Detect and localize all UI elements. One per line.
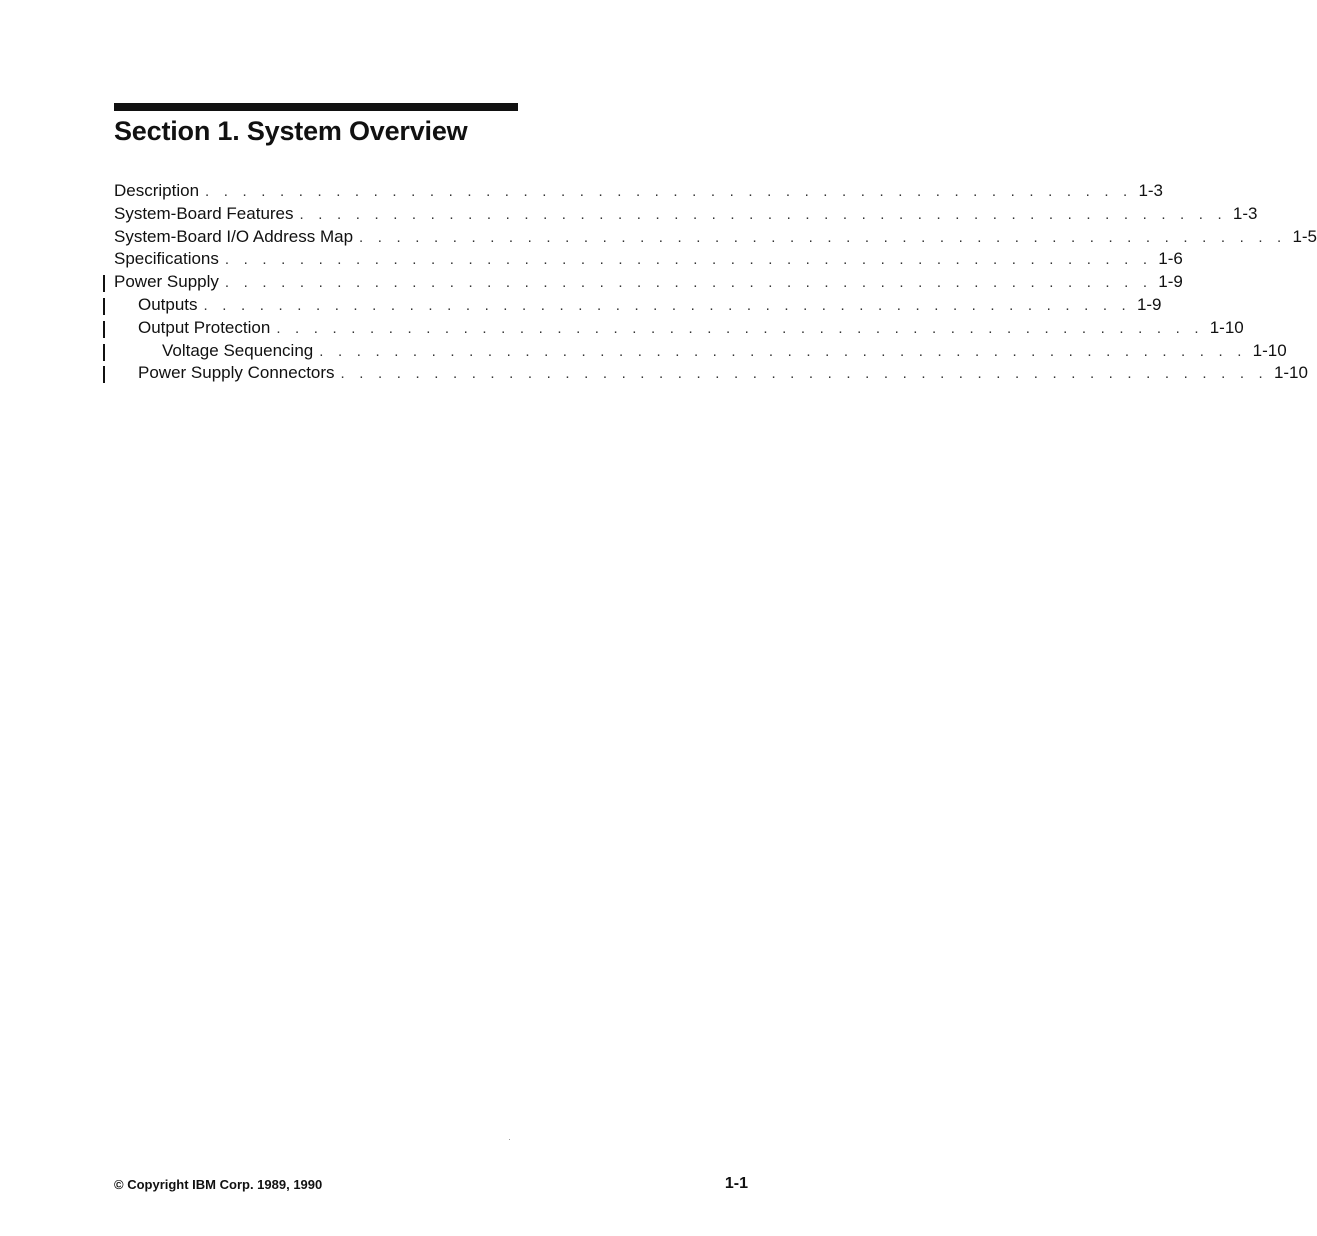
toc-dot-leader: . . . . . . . . . . . . . . . . . . . . . . . . . . . . . . . . . . . . . . . . . . . . . . . . . . [203,296,1131,314]
toc-entry-page: 1-10 [1273,363,1308,383]
toc-entry-label: Outputs [138,294,198,314]
toc-entry-page: 1-5 [1292,226,1317,246]
toc-dot-leader: . . . . . . . . . . . . . . . . . . . . . . . . . . . . . . . . . . . . . . . . . . . . . . . . . . [340,365,1268,383]
copyright-notice: © Copyright IBM Corp. 1989, 1990 [114,1177,323,1192]
toc-entry-label: System-Board I/O Address Map [114,226,354,246]
revision-change-bar [103,298,105,315]
toc-entry-label: Output Protection [138,317,271,337]
page-number: 1-1 [724,1175,748,1192]
toc-entry-label: Description [114,181,200,200]
revision-change-bar [103,321,105,338]
revision-change-bar [103,344,105,361]
toc-entry-page: 1-9 [1158,272,1183,292]
toc-entry-page: 1-6 [1158,249,1183,269]
scan-speck [509,1139,510,1140]
toc-dot-leader: . . . . . . . . . . . . . . . . . . . . . . . . . . . . . . . . . . . . . . . . . . . . . . . . . . [276,319,1204,337]
toc-dot-leader: . . . . . . . . . . . . . . . . . . . . . . . . . . . . . . . . . . . . . . . . . . . . . . . . . . [319,342,1247,360]
toc-dot-leader: . . . . . . . . . . . . . . . . . . . . . . . . . . . . . . . . . . . . . . . . . . . . . . . . . . [224,251,1153,269]
toc-entry-page: 1-9 [1136,294,1162,314]
toc-entry-description[interactable] [114,180,1164,203]
toc-entry-label: Power Supply Connectors [138,363,335,383]
toc-entry-page: 1-10 [1209,317,1244,337]
toc-entry-power-supply-connectors[interactable] [114,362,1308,385]
toc-entry-page: 1-10 [1252,340,1287,360]
toc-entry-outputs[interactable] [114,294,1162,317]
toc-entry-output-protection[interactable] [114,317,1244,340]
revision-change-bar [103,366,105,383]
toc-entry-page: 1-3 [1138,181,1164,200]
toc-entry-label: Power Supply [114,272,219,292]
toc-entry-label: Specifications [114,249,219,269]
table-of-contents [114,180,1317,385]
toc-entry-io-address-map[interactable] [114,226,1317,249]
toc-dot-leader: . . . . . . . . . . . . . . . . . . . . . . . . . . . . . . . . . . . . . . . . . . . . . . . . . . [359,228,1287,246]
toc-entry-specifications[interactable] [114,248,1183,271]
toc-entry-label: System-Board Features [114,203,294,223]
toc-entry-power-supply[interactable] [114,271,1183,294]
toc-dot-leader: . . . . . . . . . . . . . . . . . . . . . . . . . . . . . . . . . . . . . . . . . . . . . . . . . . [224,274,1153,292]
toc-entry-voltage-sequencing[interactable] [114,340,1287,363]
toc-dot-leader: . . . . . . . . . . . . . . . . . . . . . . . . . . . . . . . . . . . . . . . . . . . . . . . . . . [299,205,1227,223]
toc-dot-leader: . . . . . . . . . . . . . . . . . . . . . . . . . . . . . . . . . . . . . . . . . . . . . . . . . . [205,183,1133,200]
section-title: Section 1. System Overview [114,116,468,146]
toc-entry-system-board-features[interactable] [114,203,1258,226]
toc-entry-label: Voltage Sequencing [162,340,314,360]
revision-change-bar [103,275,105,292]
toc-entry-page: 1-3 [1232,203,1258,223]
title-rule [114,103,518,111]
